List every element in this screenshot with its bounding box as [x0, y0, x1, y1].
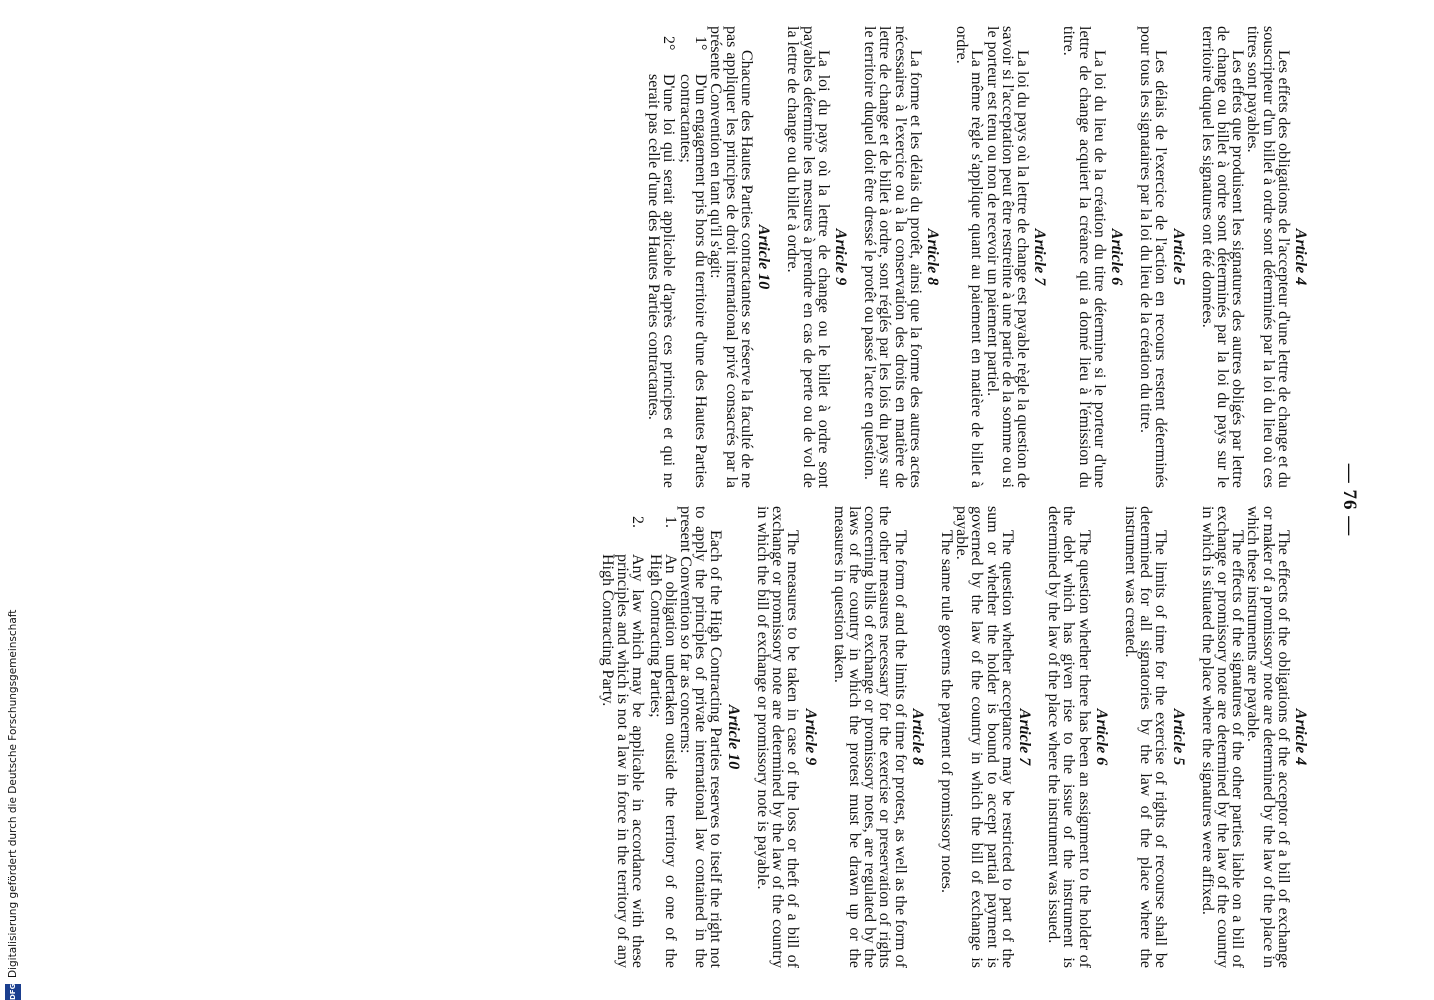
article-title: Article 5	[1169, 228, 1187, 286]
article-section	[1138, 26, 1186, 488]
article-paragraph: The effects of the signatures of the other parties liable on a bill of exchange or promissory note are determined by the law of the country in which is situated the place where the signatures were affixed.	[1198, 506, 1247, 968]
page-number: — 76 —	[1339, 463, 1360, 537]
article-title: Article 10	[724, 704, 742, 770]
article-title: Article 9	[801, 708, 819, 766]
digitization-note-text: Digitalisierung gefördert durch die Deutsche Forschungsgemeinschaft	[7, 609, 19, 978]
list-item-text: An obligation undertaken outside the territory of one of the High Contracting Parties;	[646, 554, 679, 968]
article-paragraph: La forme et les délais du protêt, ainsi que la forme des autres actes nécessaires à l'exercice ou à la conservation des droits en matière de lettre de change et de billet à ordre, sont réglés par les lois du pays sur le territoire duquel doit être dressé le protêt ou passé l'acte en question.	[861, 26, 924, 488]
french-text-column	[631, 26, 1308, 488]
english-text-column	[586, 506, 1308, 968]
list-item	[645, 26, 675, 488]
list-item	[647, 506, 677, 968]
article-title: Article 4	[1292, 228, 1309, 286]
article-paragraph: Les effets que produisent les signatures des autres obligés par lettre de change ou billet à ordre sont déterminés par la loi du pays sur le territoire duquel les signatures ont été données.	[1198, 26, 1247, 488]
article-section	[645, 26, 771, 488]
article-paragraph: La même règle s'applique quant au paiement en matière de billet à ordre.	[953, 26, 986, 488]
list-item-number: 2.	[629, 516, 647, 528]
dfg-logo: DFG	[5, 984, 21, 1000]
article-paragraph: The effects of the obligations of the acceptor of a bill of exchange or maker of a promissory note are determined by the law of the place in which these instruments are payable.	[1244, 506, 1292, 968]
list-item-number: 1.	[661, 516, 679, 528]
list-item-number: 1°	[692, 36, 710, 51]
article-list	[600, 506, 678, 968]
article-title: Article 10	[755, 224, 773, 290]
article-paragraph: La loi du pays où la lettre de change ou le billet à ordre sont payables détermine les mesures à prendre en cas de perte ou de vol de la lettre de change ou du billet à ordre.	[784, 26, 832, 488]
article-section	[862, 26, 940, 488]
article-section	[939, 506, 1032, 968]
article-title: Article 8	[923, 228, 941, 286]
article-paragraph: Chacune des Hautes Parties contractantes se réserve la faculté de ne pas appliquer les principes de droit international privé consacrés par la présente Convention en tant qu'il s'agit:	[707, 26, 755, 488]
article-title: Article 9	[831, 228, 849, 286]
article-title: Article 6	[1092, 708, 1110, 766]
list-item-text: D'un engagement pris hors du territoire d'une des Hautes Parties contractantes;	[677, 74, 710, 488]
article-paragraph: The question whether acceptance may be restricted to part of the sum or whether the holder is bound to accept partial payment is governed by the law of the country in which the bill of exchange is payable.	[953, 506, 1016, 968]
article-paragraph: The limits of time for the exercise of rights of recourse shall be determined for all signatories by the law of the place where the instrument was created.	[1121, 506, 1170, 968]
article-section	[832, 506, 925, 968]
article-section	[1200, 506, 1308, 968]
digitization-note	[0, 0, 26, 1000]
article-section	[1061, 26, 1124, 488]
article-title: Article 7	[1015, 708, 1033, 766]
article-title: Article 4	[1292, 708, 1309, 766]
article-paragraph: La loi du lieu de la création du titre détermine si le porteur d'une lettre de change acquiert la créance qui a donné lieu à l'émission du titre.	[1060, 26, 1108, 488]
article-section	[1046, 506, 1109, 968]
article-paragraph: The same rule governs the payment of promissory notes.	[937, 530, 955, 894]
article-section	[954, 26, 1047, 488]
article-section	[1123, 506, 1186, 968]
list-item	[678, 26, 708, 488]
article-section	[1200, 26, 1308, 488]
article-title: Article 6	[1107, 228, 1125, 286]
list-item-number: 2°	[659, 36, 677, 51]
article-paragraph: The form of and the limits of time for protest, as well as the form of the other measures necessary for the exercise or preservation of rights concerning bills of exchange or promissory notes, are regulated by the laws of the country in which the protest must be drawn up or the measures in question taken.	[830, 506, 909, 968]
article-title: Article 7	[1031, 228, 1049, 286]
article-paragraph: Les délais de l'exercice de l'action en recours restent déterminés pour tous les signataires par la loi du lieu de la création du titre.	[1137, 26, 1170, 488]
article-section	[785, 26, 848, 488]
article-section	[755, 506, 818, 968]
article-list	[645, 26, 708, 488]
article-paragraph: La loi du pays où la lettre de change est payable règle la question de savoir si l'acceptation peut être restreinte à une partie de la somme ou si le porteur est tenu ou non de recevoir un paiement partiel.	[983, 26, 1031, 488]
list-item	[600, 506, 646, 968]
article-paragraph: Each of the High Contracting Parties reserves to itself the right not to apply the principles of private international law contained in the present Convention so far as concerns:	[677, 506, 725, 968]
article-title: Article 8	[908, 708, 926, 766]
article-title: Article 5	[1169, 708, 1187, 766]
article-paragraph: The question whether there has been an assignment to the holder of the debt which has given rise to the issue of the instrument is determined by the law of the place where the instrument was issued.	[1045, 506, 1093, 968]
list-item-text: Any law which may be applicable in accordance with these principles and which is not a law in force in the territory of any High Contracting Party.	[599, 554, 647, 968]
article-paragraph: Les effets des obligations de l'accepteur d'une lettre de change et du souscripteur d'un billet à ordre sont déterminés par la loi du lieu où ces titres sont payables.	[1244, 26, 1292, 488]
article-section	[600, 506, 741, 968]
article-paragraph: The measures to be taken in case of the loss or theft of a bill of exchange or promissory note are determined by the law of the country in which the bill of exchange or promissory note is payable.	[753, 506, 802, 968]
list-item-text: D'une loi qui serait applicable d'après ces principes et qui ne serait pas celle d'une des Hautes Parties contractantes.	[644, 74, 677, 488]
